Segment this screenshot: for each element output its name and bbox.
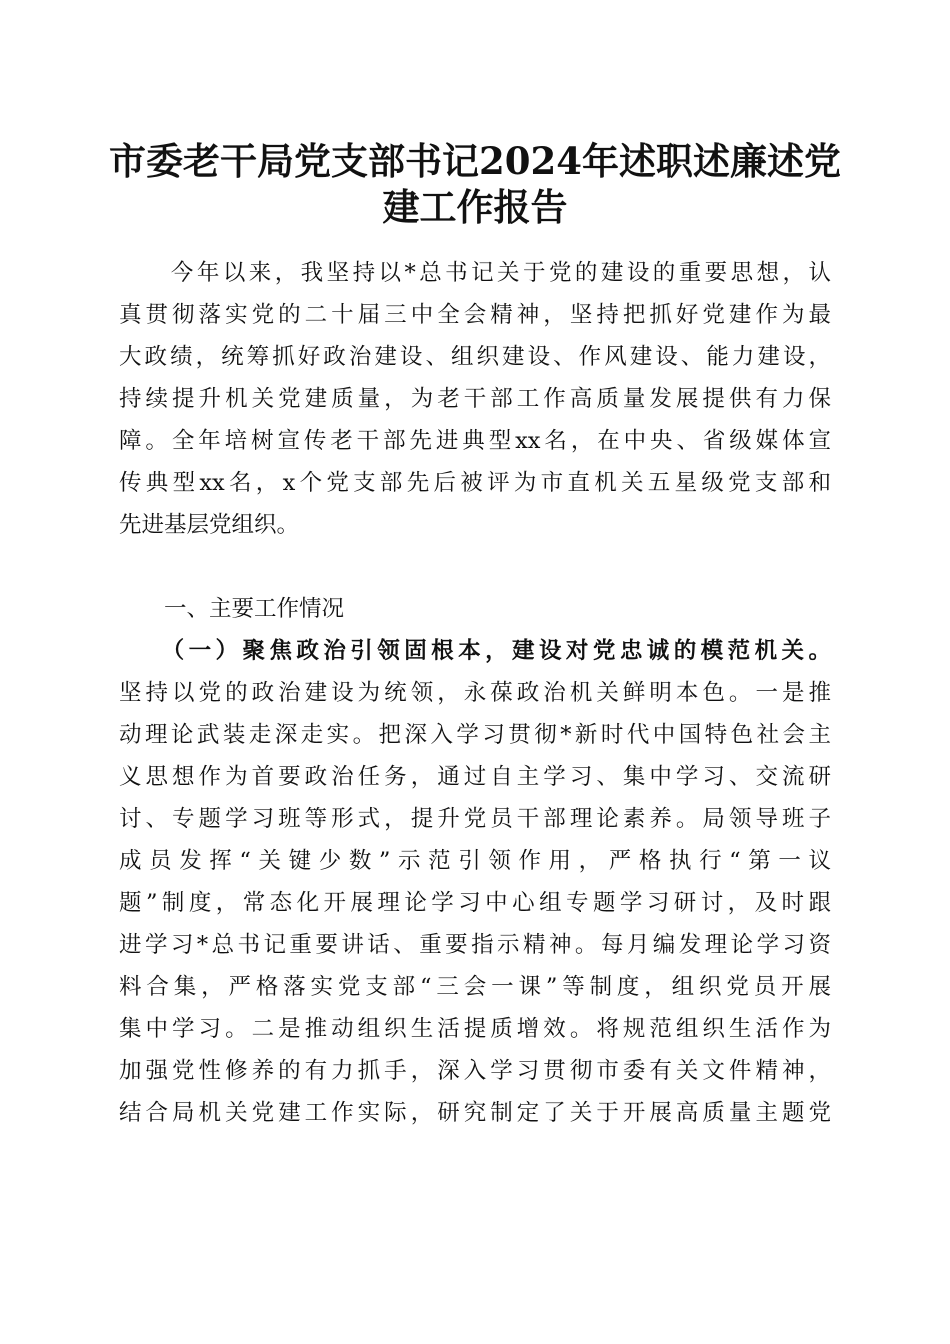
- section-heading: 一、主要工作情况: [119, 596, 345, 622]
- document-title-line-1: 市委老干局党支部书记2024年述职述廉述党: [109, 139, 841, 183]
- paragraph-line: 料合集，严格落实党支部“三会一课”等制度，组织党员开展: [119, 974, 831, 1000]
- paragraph-line: 传典型xx名，x个党支部先后被评为市直机关五星级党支部和: [119, 470, 831, 496]
- paragraph-line: 今年以来，我坚持以*总书记关于党的建设的重要思想，认: [119, 260, 831, 286]
- subsection-heading: （一）聚焦政治引领固根本，建设对党忠诚的模范机关。: [119, 638, 831, 664]
- paragraph-line: 结合局机关党建工作实际，研究制定了关于开展高质量主题党: [119, 1100, 831, 1126]
- paragraph-line: 先进基层党组织。: [119, 512, 300, 538]
- paragraph-line: 持续提升机关党建质量，为老干部工作高质量发展提供有力保: [119, 386, 831, 412]
- paragraph-line: 坚持以党的政治建设为统领，永葆政治机关鲜明本色。一是推: [119, 680, 831, 706]
- paragraph-line: 真贯彻落实党的二十届三中全会精神，坚持把抓好党建作为最: [119, 302, 831, 328]
- paragraph-line: 进学习*总书记重要讲话、重要指示精神。每月编发理论学习资: [119, 932, 831, 958]
- paragraph-line: 障。全年培树宣传老干部先进典型xx名，在中央、省级媒体宣: [119, 428, 831, 454]
- paragraph-line: 加强党性修养的有力抓手，深入学习贯彻市委有关文件精神，: [119, 1058, 831, 1084]
- paragraph-line: 义思想作为首要政治任务，通过自主学习、集中学习、交流研: [119, 764, 831, 790]
- paragraph-line: 题”制度，常态化开展理论学习中心组专题学习研讨，及时跟: [119, 890, 831, 916]
- paragraph-line: 讨、专题学习班等形式，提升党员干部理论素养。局领导班子: [119, 806, 831, 832]
- paragraph-line: 动理论武装走深走实。把深入学习贯彻*新时代中国特色社会主: [119, 722, 831, 748]
- paragraph-line: 集中学习。二是推动组织生活提质增效。将规范组织生活作为: [119, 1016, 831, 1042]
- paragraph-line: 成员发挥“关键少数”示范引领作用，严格执行“第一议: [119, 848, 831, 874]
- document-title-line-2: 建工作报告: [382, 185, 568, 229]
- paragraph-line: 大政绩，统筹抓好政治建设、组织建设、作风建设、能力建设，: [119, 344, 831, 370]
